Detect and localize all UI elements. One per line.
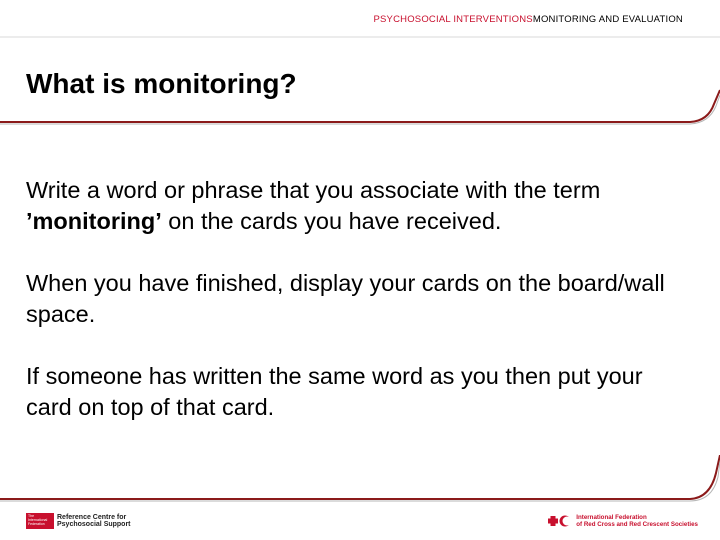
ifrc-logo: [546, 511, 698, 531]
header-line: [373, 14, 683, 25]
footer-decorative-curve: [0, 455, 720, 515]
instruction-paragraph-3: If someone has written the same word as you then put your card on top of that card.: [26, 363, 643, 420]
red-cross-crescent-emblem-icon: [546, 512, 572, 530]
instruction-paragraph-2: When you have finished, display your cards on the board/wall space.: [26, 270, 665, 327]
reference-centre-logo-line-1: Reference Centre for: [57, 513, 127, 521]
reference-centre-logo-mark: The International Federation: [26, 513, 54, 529]
slide-body: [26, 175, 686, 454]
slide-title: What is monitoring?: [26, 68, 297, 99]
ifrc-logo-line-2: of Red Cross and Red Crescent Societies: [576, 521, 698, 528]
ifrc-logo-text: [576, 514, 698, 528]
header-topic-label: MONITORING AND EVALUATION: [532, 14, 683, 25]
instruction-1-text-end: on the cards you have received.: [161, 208, 502, 234]
ifrc-logo-line-1: International Federation: [576, 514, 647, 521]
reference-centre-logo: [26, 512, 131, 530]
reference-centre-logo-line-2: Psychosocial Support: [57, 521, 131, 528]
instruction-1-emphasis: ’monitoring’: [26, 208, 162, 234]
reference-centre-logo-text: [57, 514, 131, 529]
instruction-paragraph-1: [26, 175, 686, 237]
header-section-label: PSYCHOSOCIAL INTERVENTIONS: [373, 14, 533, 25]
instruction-1-text-start: Write a word or phrase that you associate with the term: [26, 177, 601, 203]
